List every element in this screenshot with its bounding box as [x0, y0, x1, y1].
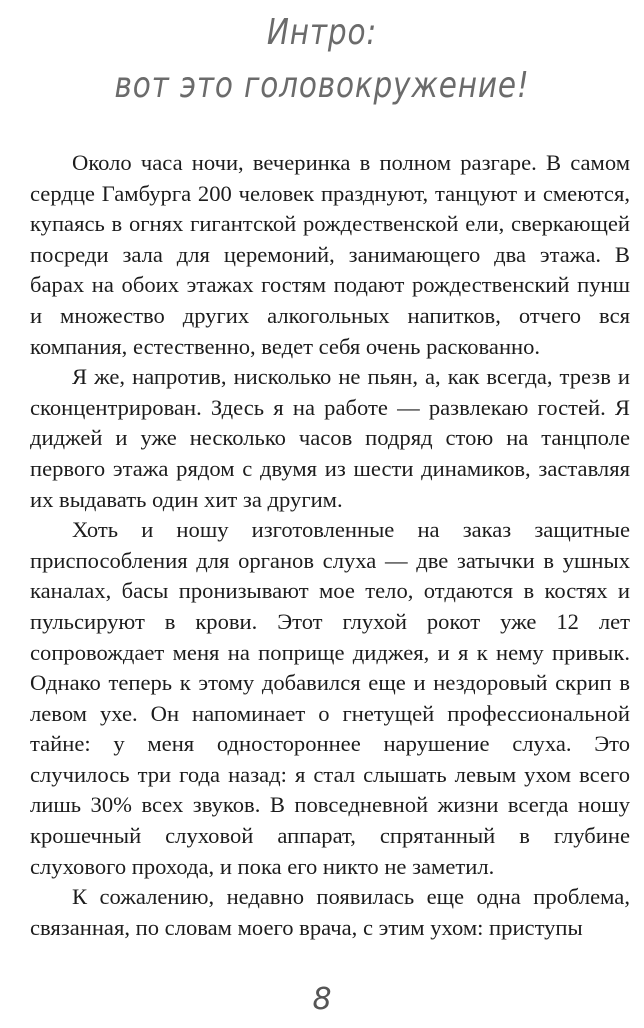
chapter-title	[0, 10, 644, 112]
paragraph-3: Хоть и ношу изготовленные на заказ защитные приспособления для органов слуха — две затычки в ушных каналах, басы пронизывают мое тело, отдаются в костях и пульсируют в крови. Этот глухой рокот уже 12 лет сопровождает меня на поприще диджея, и я к нему привык. Однако теперь к этому добавился еще и нездоровый скрип в левом ухе. Он напоминает о гнетущей профессиональной тайне: у меня одностороннее нарушение слуха. Это случилось три года назад: я стал слышать левым ухом всего лишь 30% всех звуков. В повседневной жизни всегда ношу крошечный слуховой аппарат, спрятанный в глубине слухового прохода, и пока его никто не заметил.	[30, 517, 630, 879]
chapter-title-line-1: Интро:	[266, 12, 378, 53]
paragraph-1: Около часа ночи, вечеринка в полном разгаре. В самом сердце Гамбурга 200 человек празднуют, танцуют и смеются, купаясь в огнях гигантской рождественской ели, сверкающей посреди зала для церемоний, занимающего два этажа. В барах на обоих этажах гостям подают рождественский пунш и множество других алкогольных напитков, отчего вся компания, естественно, ведет себя очень раскованно.	[30, 150, 630, 359]
paragraph-2: Я же, напротив, нисколько не пьян, а, как всегда, трезв и сконцентрирован. Здесь я на работе — развлекаю гостей. Я диджей и уже несколько часов подряд стою на танцполе первого этажа рядом с двумя из шести динамиков, заставляя их выдавать один хит за другим.	[30, 364, 630, 512]
paragraph-4: К сожалению, недавно появилась еще одна проблема, связанная, по словам моего врача, с этим ухом: приступы	[30, 884, 630, 940]
page-number: 8	[312, 982, 332, 1017]
body-text	[30, 148, 630, 943]
chapter-title-line-2: вот это головокружение!	[114, 65, 530, 106]
